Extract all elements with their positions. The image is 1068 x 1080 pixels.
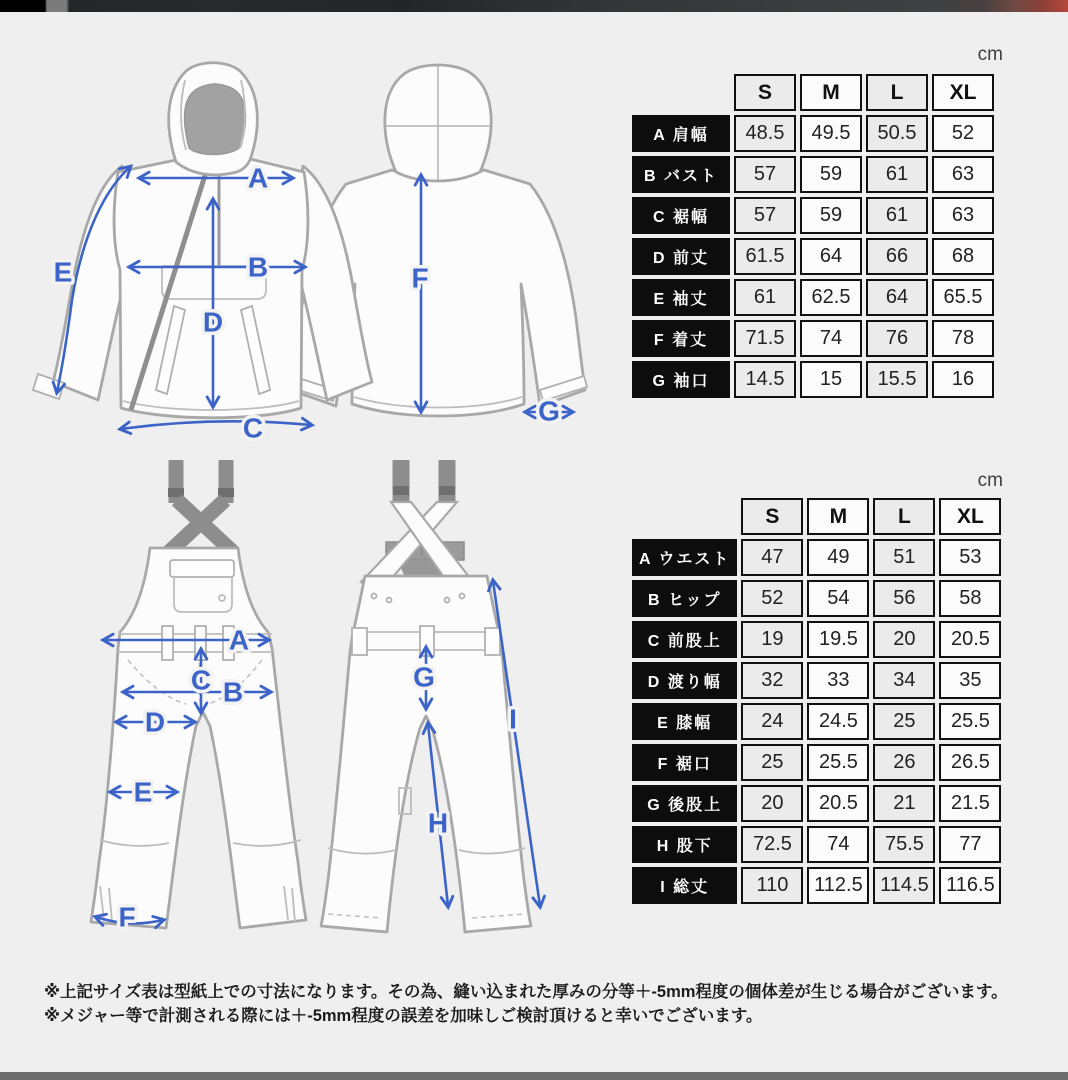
jacket-measure-E-label: E — [53, 256, 73, 288]
bottom-photo-edge-strip — [0, 1072, 1068, 1080]
measurement-value: 64 — [800, 238, 862, 275]
measurement-label: D 前丈 — [632, 238, 730, 275]
pants-measure-A-label: A — [228, 624, 250, 656]
size-column-header: L — [873, 498, 935, 535]
measurement-value: 15 — [800, 361, 862, 398]
measurement-value: 32 — [741, 662, 803, 699]
measurement-label: H 股下 — [632, 826, 737, 863]
measurement-value: 20.5 — [807, 785, 869, 822]
size-header-row — [632, 498, 1001, 535]
measurement-value: 59 — [800, 156, 862, 193]
measurement-value: 57 — [734, 156, 796, 193]
chest-pocket-flap — [170, 560, 234, 577]
measurement-value: 20.5 — [939, 621, 1001, 658]
measurement-value: 47 — [741, 539, 803, 576]
measurement-value: 49.5 — [800, 115, 862, 152]
measurement-label: B バスト — [632, 156, 730, 193]
measurement-value: 19 — [741, 621, 803, 658]
pants-diagram — [55, 450, 600, 955]
measurement-value: 26.5 — [939, 744, 1001, 781]
jacket-diagram — [25, 45, 605, 445]
measurement-row — [632, 320, 994, 357]
measurement-value: 49 — [807, 539, 869, 576]
measurement-value: 76 — [866, 320, 928, 357]
measurement-row — [632, 621, 1001, 658]
measurement-value: 112.5 — [807, 867, 869, 904]
measurement-label: A 肩幅 — [632, 115, 730, 152]
jacket-size-table — [628, 70, 998, 402]
measurement-value: 21 — [873, 785, 935, 822]
pants-measure-H-label: H — [427, 807, 449, 839]
measurement-value: 35 — [939, 662, 1001, 699]
jacket-measure-G-label: G — [538, 395, 560, 427]
measurement-label: D 渡り幅 — [632, 662, 737, 699]
pants-size-table — [628, 494, 1005, 908]
measurement-value: 26 — [873, 744, 935, 781]
measurement-value: 16 — [932, 361, 994, 398]
measurement-label: E 袖丈 — [632, 279, 730, 316]
measurement-value: 20 — [741, 785, 803, 822]
measurement-value: 56 — [873, 580, 935, 617]
measurement-label: C 前股上 — [632, 621, 737, 658]
measurement-value: 52 — [932, 115, 994, 152]
measurement-label: F 裾口 — [632, 744, 737, 781]
measurement-value: 61.5 — [734, 238, 796, 275]
measurement-value: 75.5 — [873, 826, 935, 863]
measurement-value: 114.5 — [873, 867, 935, 904]
size-column-header: XL — [932, 74, 994, 111]
measurement-value: 25 — [873, 703, 935, 740]
measurement-value: 63 — [932, 156, 994, 193]
jacket-measure-F-label: F — [411, 262, 429, 294]
measurement-value: 64 — [866, 279, 928, 316]
size-header-row — [632, 74, 994, 111]
measurement-value: 50.5 — [866, 115, 928, 152]
measurement-row — [632, 785, 1001, 822]
size-column-header: M — [800, 74, 862, 111]
measurement-value: 110 — [741, 867, 803, 904]
measurement-value: 15.5 — [866, 361, 928, 398]
measurement-row — [632, 826, 1001, 863]
measurement-row — [632, 156, 994, 193]
measurement-value: 71.5 — [734, 320, 796, 357]
measurement-value: 68 — [932, 238, 994, 275]
jacket-front-sketch — [33, 63, 372, 418]
measurement-value: 77 — [939, 826, 1001, 863]
measurement-value: 54 — [807, 580, 869, 617]
pants-unit-label: cm — [977, 470, 1003, 491]
measurement-value: 24 — [741, 703, 803, 740]
disclaimer-note-1: ※上記サイズ表は型紙上での寸法になります。その為、縫い込まれた厚みの分等＋-5mm程度の個体差が生じる場合がございます。 — [44, 983, 1008, 1001]
pants-measure-D-label: D — [144, 706, 166, 738]
jacket-measure-B-label: B — [247, 251, 269, 283]
measurement-value: 61 — [734, 279, 796, 316]
size-column-header: S — [734, 74, 796, 111]
measurement-row — [632, 238, 994, 275]
size-column-header: M — [807, 498, 869, 535]
pants-measure-E-label: E — [133, 776, 153, 808]
measurement-value: 34 — [873, 662, 935, 699]
measurement-value: 65.5 — [932, 279, 994, 316]
table-corner-spacer — [632, 498, 737, 535]
pants-measure-B-label: B — [222, 676, 244, 708]
size-table — [628, 494, 1005, 908]
measurement-value: 61 — [866, 197, 928, 234]
jacket-unit-label: cm — [977, 44, 1003, 65]
size-table — [628, 70, 998, 402]
top-photo-edge-strip — [0, 0, 1068, 12]
measurement-value: 25.5 — [807, 744, 869, 781]
jacket-measure-D-label: D — [202, 306, 224, 338]
measurement-label: G 後股上 — [632, 785, 737, 822]
measurement-label: A ウエスト — [632, 539, 737, 576]
measurement-row — [632, 744, 1001, 781]
measurement-value: 63 — [932, 197, 994, 234]
measurement-value: 24.5 — [807, 703, 869, 740]
measurement-row — [632, 279, 994, 316]
measurement-value: 52 — [741, 580, 803, 617]
jacket-measure-C-label: C — [242, 412, 264, 444]
measurement-value: 72.5 — [741, 826, 803, 863]
suspender-buckle — [439, 486, 455, 495]
jacket-measure-C-arrow — [121, 421, 311, 429]
measurement-value: 57 — [734, 197, 796, 234]
measurement-value: 51 — [873, 539, 935, 576]
measurement-row — [632, 703, 1001, 740]
measurement-value: 20 — [873, 621, 935, 658]
measurement-value: 74 — [807, 826, 869, 863]
measurement-row — [632, 539, 1001, 576]
measurement-value: 62.5 — [800, 279, 862, 316]
measurement-value: 25 — [741, 744, 803, 781]
measurement-label: G 袖口 — [632, 361, 730, 398]
pants-measure-I-label: I — [509, 703, 517, 735]
measurement-value: 78 — [932, 320, 994, 357]
pants-measure-C-label: C — [190, 664, 212, 696]
measurement-label: F 着丈 — [632, 320, 730, 357]
disclaimer-note-2: ※メジャー等で計測される際には＋-5mm程度の誤差を加味しご検討頂けると幸いでございます。 — [44, 1007, 763, 1025]
measurement-label: I 総丈 — [632, 867, 737, 904]
measurement-row — [632, 580, 1001, 617]
measurement-value: 116.5 — [939, 867, 1001, 904]
measurement-value: 58 — [939, 580, 1001, 617]
measurement-row — [632, 867, 1001, 904]
measurement-row — [632, 361, 994, 398]
pants-measure-F-label: F — [118, 901, 136, 933]
measurement-value: 25.5 — [939, 703, 1001, 740]
measurement-label: E 膝幅 — [632, 703, 737, 740]
jacket-measure-A-label: A — [247, 162, 269, 194]
measurement-value: 66 — [866, 238, 928, 275]
pants-measure-G-label: G — [413, 661, 435, 693]
measurement-value: 33 — [807, 662, 869, 699]
measurement-value: 61 — [866, 156, 928, 193]
size-column-header: XL — [939, 498, 1001, 535]
measurement-row — [632, 662, 1001, 699]
table-corner-spacer — [632, 74, 730, 111]
measurement-value: 21.5 — [939, 785, 1001, 822]
measurement-value: 19.5 — [807, 621, 869, 658]
measurement-value: 59 — [800, 197, 862, 234]
measurement-label: C 裾幅 — [632, 197, 730, 234]
measurement-row — [632, 115, 994, 152]
size-column-header: L — [866, 74, 928, 111]
measurement-row — [632, 197, 994, 234]
size-column-header: S — [741, 498, 803, 535]
measurement-value: 48.5 — [734, 115, 796, 152]
suspender-buckle — [393, 486, 409, 495]
measurement-label: B ヒップ — [632, 580, 737, 617]
measurement-value: 14.5 — [734, 361, 796, 398]
measurement-value: 53 — [939, 539, 1001, 576]
measurement-value: 74 — [800, 320, 862, 357]
